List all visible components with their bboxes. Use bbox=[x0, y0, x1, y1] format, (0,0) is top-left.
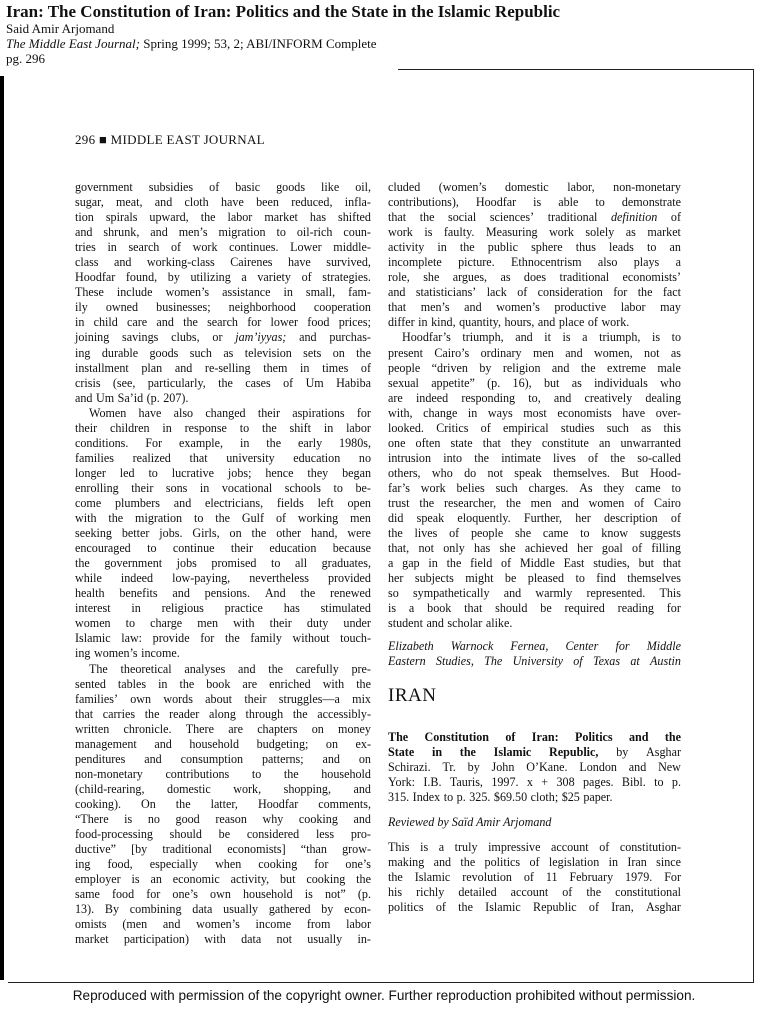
text-line: These include women’s assistance in small, fam- bbox=[75, 285, 371, 300]
text-line: and shrunk, and men’s migration to oil-rich coun- bbox=[75, 225, 371, 240]
text-line: ily owned businesses; neighborhood cooperation bbox=[75, 300, 371, 315]
text-line: tion spirals upward, the labor market has shifted bbox=[75, 210, 371, 225]
text-line: installment plan and re-selling them in times of bbox=[75, 360, 371, 375]
left-text-column bbox=[75, 180, 371, 947]
text-line: and statisticians’ lack of consideration for the fact bbox=[388, 285, 681, 300]
section-heading: IRAN bbox=[388, 684, 437, 706]
text-line: so sympathetically and warmly represented. This bbox=[388, 586, 681, 601]
text-line: management and household budgeting; on ex- bbox=[75, 736, 371, 751]
citation-line: York: I.B. Tauris, 1997. x + 308 pages. Bibl. to p. bbox=[388, 774, 681, 789]
text-line: ing women’s income. bbox=[75, 646, 180, 661]
text-line: sugar, meat, and cloth have been reduced, infla- bbox=[75, 195, 371, 210]
text-line: sexual appetite” (p. 16), but as individuals who bbox=[388, 375, 681, 390]
text-line: while indeed low-paying, nevertheless provided bbox=[75, 571, 371, 586]
text-line: crisis (see, particularly, the cases of Um Habiba bbox=[75, 375, 371, 390]
page-reference: pg. 296 bbox=[6, 51, 45, 66]
text-line: joining savings clubs, or jam’iyyas; and purchas- bbox=[75, 330, 371, 345]
citation-header bbox=[6, 2, 762, 66]
text-line: families’ own words about their struggles—a mix bbox=[75, 691, 371, 706]
text-line: is a book that should be required reading for bbox=[388, 601, 681, 616]
review-body-end bbox=[388, 180, 681, 631]
text-line: ductive” [by traditional economists] “than grow- bbox=[75, 842, 371, 857]
journal-name: The Middle East Journal; bbox=[6, 36, 140, 51]
text-line: his richly detailed account of the constitutional bbox=[388, 884, 681, 899]
text-line: come plumbers and electricians, fields left open bbox=[75, 495, 371, 510]
running-header: 296 ■ MIDDLE EAST JOURNAL bbox=[75, 132, 265, 147]
book-citation bbox=[388, 730, 681, 805]
text-line: that, not only has she achieved her goal of filling bbox=[388, 541, 681, 556]
citation-line: Schirazi. Tr. by John O’Kane. London and New bbox=[388, 759, 681, 774]
text-line: making and the politics of legislation in Iran since bbox=[388, 854, 681, 869]
text-line: longer led to lucrative jobs; hence they began bbox=[75, 465, 371, 480]
text-line: (child-rearing, domestic work, shopping, and bbox=[75, 781, 371, 796]
scan-frame-right bbox=[753, 69, 754, 983]
text-line: encouraged to continue their education because bbox=[75, 541, 371, 556]
text-line: people “driven by religion and the extreme male bbox=[388, 360, 681, 375]
text-line: with the migration to the Gulf of working men bbox=[75, 511, 371, 526]
copyright-notice: Reproduced with permission of the copyright owner. Further reproduction prohibited without permission. bbox=[72, 988, 696, 1003]
text-line: in child care and the search for lower food prices; bbox=[75, 315, 371, 330]
text-line: student and scholar alike. bbox=[388, 616, 513, 631]
text-line: looked. Critics of empirical studies such as this bbox=[388, 420, 681, 435]
citation-line: The Constitution of Iran: Politics and the bbox=[388, 729, 681, 744]
text-line: families realized that university education no bbox=[75, 450, 371, 465]
citation-line: State in the Islamic Republic, by Asghar bbox=[388, 744, 681, 759]
text-line: ing food, especially when cooking for one’s bbox=[75, 857, 371, 872]
scan-frame-bottom bbox=[8, 982, 754, 983]
text-line: enrolling their sons in vocational schools to be- bbox=[75, 480, 371, 495]
text-line: politics of the Islamic Republic of Iran, Asghar bbox=[388, 899, 681, 914]
text-line: that carries the reader along through the accessibly- bbox=[75, 706, 371, 721]
text-line: her subjects might be pleased to find themselves bbox=[388, 571, 681, 586]
text-line: incomplete picture. Ethnocentrism also plays a bbox=[388, 255, 681, 270]
text-line: contributions), Hoodfar is able to demonstrate bbox=[388, 195, 681, 210]
text-line: with, change in ways most economists have over- bbox=[388, 405, 681, 420]
text-line: 13). By combining data usually gathered by econ- bbox=[75, 902, 371, 917]
text-line: present Cairo’s ordinary men and women, not as bbox=[388, 345, 681, 360]
text-line: did speak eloquently. Further, her description of bbox=[388, 511, 681, 526]
text-line: Hoodfar’s triumph, and it is a triumph, is to bbox=[402, 330, 681, 345]
text-line: food-processing should be considered less pro- bbox=[75, 827, 371, 842]
right-text-column bbox=[388, 180, 681, 915]
text-line: omists (men and women’s income from labor bbox=[75, 917, 371, 932]
text-line: sented tables in the book are enriched with the bbox=[75, 676, 371, 691]
text-line: non-monetary contributions to the household bbox=[75, 766, 371, 781]
text-line: are indeed responding to, and creatively dealing bbox=[388, 390, 681, 405]
text-line: far’s work belies such charges. As they came to bbox=[388, 480, 681, 495]
text-line: Islamic law: provide for the family without touch- bbox=[75, 631, 371, 646]
text-line: Hoodfar found, by utilizing a variety of strategies. bbox=[75, 270, 371, 285]
text-line: written chronicle. There are chapters on money bbox=[75, 721, 371, 736]
text-line: the Islamic revolution of 11 February 1979. For bbox=[388, 869, 681, 884]
text-line: tries in search of work continues. Lower middle- bbox=[75, 240, 371, 255]
text-line: a gap in the field of Middle East studies, but that bbox=[388, 556, 681, 571]
text-line: one often state that they constitute an unwarranted bbox=[388, 435, 681, 450]
scan-frame-left bbox=[0, 76, 4, 980]
text-line: the lives of people she came to know suggests bbox=[388, 526, 681, 541]
text-line: market participation) with data not usually in- bbox=[75, 932, 371, 947]
text-line: “There is no good reason why cooking and bbox=[75, 811, 371, 826]
text-line: health benefits and pensions. And the renewed bbox=[75, 586, 371, 601]
text-line: ing durable goods such as television sets on the bbox=[75, 345, 371, 360]
text-line: same food for one’s own household is not” (p. bbox=[75, 887, 371, 902]
text-line: cluded (women’s domestic labor, non-monetary bbox=[388, 180, 681, 194]
signature-line: Eastern Studies, The University of Texas at Austin bbox=[388, 654, 681, 669]
text-line: This is a truly impressive account of constitution- bbox=[388, 839, 681, 854]
text-line: The theoretical analyses and the carefully pre- bbox=[89, 661, 371, 676]
text-line: differ in kind, quantity, hours, and place of work. bbox=[388, 315, 630, 330]
text-line: employer is an economic activity, but cooking the bbox=[75, 872, 371, 887]
text-line: women to charge men with their duty under bbox=[75, 616, 371, 631]
text-line: trust the researcher, the men and women of Cairo bbox=[388, 495, 681, 510]
article-title: Iran: The Constitution of Iran: Politics and the State in the Islamic Republic bbox=[6, 2, 561, 21]
text-line: and Um Sa’id (p. 207). bbox=[75, 390, 189, 405]
scan-frame-top bbox=[398, 69, 754, 70]
text-line: cooking). On the latter, Hoodfar comments, bbox=[75, 796, 371, 811]
text-line: that the social sciences’ traditional definition of bbox=[388, 210, 681, 225]
text-line: penditures and consumption patterns; and on bbox=[75, 751, 371, 766]
text-line: others, who do not speak themselves. But Hood- bbox=[388, 465, 681, 480]
citation-line: 315. Index to p. 325. $69.50 cloth; $25 paper. bbox=[388, 789, 613, 804]
text-line: work is faulty. Measuring work solely as market bbox=[388, 225, 681, 240]
journal-info bbox=[6, 36, 762, 51]
text-line: role, she argues, as does traditional economists’ bbox=[388, 270, 681, 285]
text-line: intrusion into the intimate lives of the so-called bbox=[388, 450, 681, 465]
text-line: interest in religious practice has stimulated bbox=[75, 601, 371, 616]
text-line: class and working-class Cairenes have survived, bbox=[75, 255, 371, 270]
signature-line: Elizabeth Warnock Fernea, Center for Middle bbox=[388, 639, 681, 654]
text-line: activity in the public sphere thus leads to an bbox=[388, 240, 681, 255]
text-line: seeking better jobs. Girls, on the other hand, were bbox=[75, 526, 371, 541]
issue-info: Spring 1999; 53, 2; ABI/INFORM Complete bbox=[139, 36, 377, 51]
reviewed-by-line: Reviewed by Saïd Amir Arjomand bbox=[388, 814, 552, 829]
article-author: Said Amir Arjomand bbox=[6, 21, 115, 36]
text-line: government subsidies of basic goods like oil, bbox=[75, 180, 371, 194]
reviewer-signature bbox=[388, 639, 681, 669]
text-line: that men’s and women’s productive labor may bbox=[388, 300, 681, 315]
review-opening bbox=[388, 840, 681, 915]
text-line: the government jobs promised to all graduates, bbox=[75, 556, 371, 571]
text-line: conditions. For example, in the early 1980s, bbox=[75, 435, 371, 450]
text-line: Women have also changed their aspirations for bbox=[89, 405, 371, 420]
text-line: their children in response to the shift in labor bbox=[75, 420, 371, 435]
